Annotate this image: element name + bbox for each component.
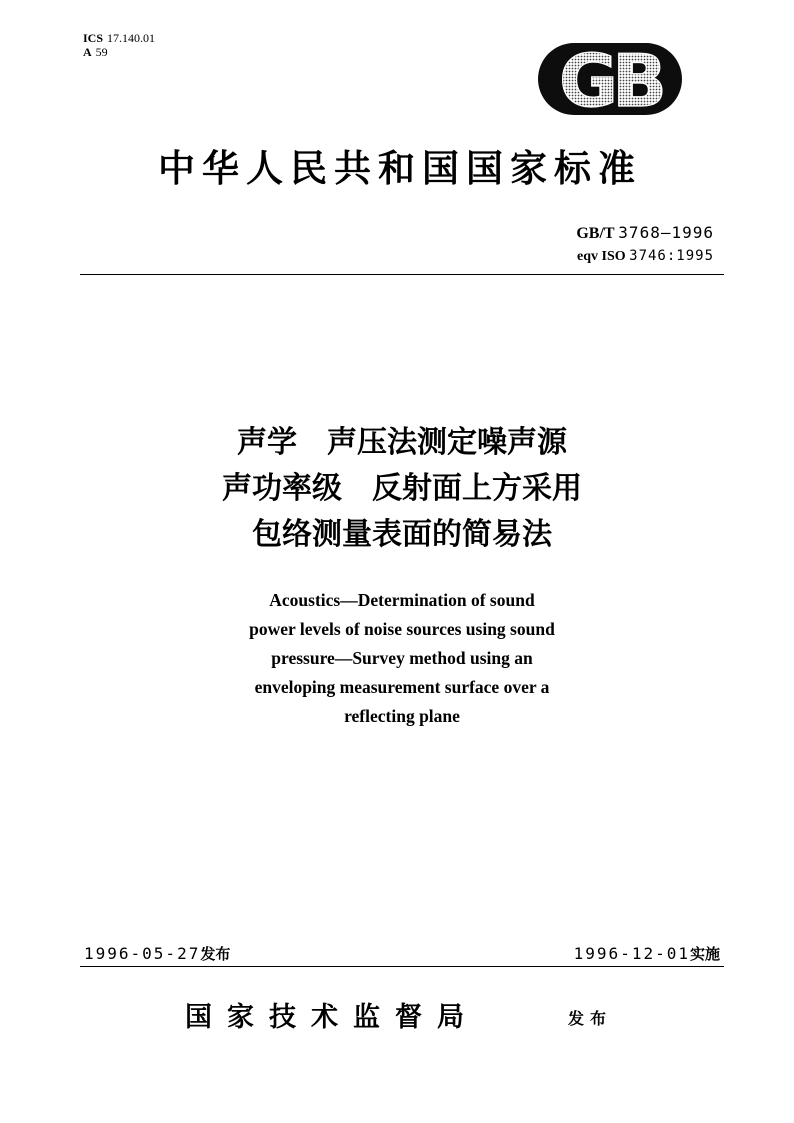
top-divider <box>80 274 724 275</box>
ics-line <box>83 31 155 45</box>
chinese-title <box>80 420 724 558</box>
publisher-name: 国家技术监督局 <box>185 1002 479 1033</box>
english-title-line-2: power levels of noise sources using sound <box>249 619 555 639</box>
eqv-code: 3746:1995 <box>629 248 714 264</box>
english-title-line-1: Acoustics—Determination of sound <box>269 590 535 610</box>
english-title-line-3: pressure—Survey method using an <box>271 648 533 668</box>
effective-date: 1996-12-01 <box>573 944 690 963</box>
chinese-title-line-3: 包络测量表面的简易法 <box>252 517 552 552</box>
issue-date: 1996-05-27 <box>84 944 201 963</box>
chinese-title-line-2: 声功率级 反射面上方采用 <box>222 471 582 506</box>
equivalent-standard <box>576 245 714 268</box>
class-line <box>83 45 155 59</box>
gb-logo <box>538 43 682 115</box>
standard-number-block <box>576 222 714 268</box>
publisher-action: 发布 <box>568 1009 613 1028</box>
ics-code: 17.140.01 <box>107 31 156 45</box>
bottom-divider <box>80 966 724 967</box>
standard-prefix: GB/T <box>576 225 615 242</box>
ics-block <box>83 31 155 59</box>
eqv-prefix: eqv ISO <box>577 249 626 264</box>
dates-row <box>80 943 724 965</box>
gb-logo-text: GB <box>559 43 661 115</box>
ics-label: ICS <box>83 31 104 45</box>
class-label: A <box>83 45 92 59</box>
issue-date-block <box>84 943 230 965</box>
english-title-line-4: enveloping measurement surface over a <box>254 677 550 697</box>
standard-code: 3768—1996 <box>618 223 714 242</box>
standard-number <box>576 222 714 245</box>
chinese-title-line-1: 声学 声压法测定噪声源 <box>237 425 567 460</box>
effective-word: 实施 <box>689 945 720 963</box>
english-title <box>150 586 654 731</box>
effective-date-block <box>574 943 720 965</box>
national-standard-title: 中华人民共和国国家标准 <box>158 146 642 190</box>
class-code: 59 <box>95 45 108 59</box>
english-title-line-5: reflecting plane <box>344 706 460 726</box>
issue-word: 发布 <box>200 945 231 963</box>
